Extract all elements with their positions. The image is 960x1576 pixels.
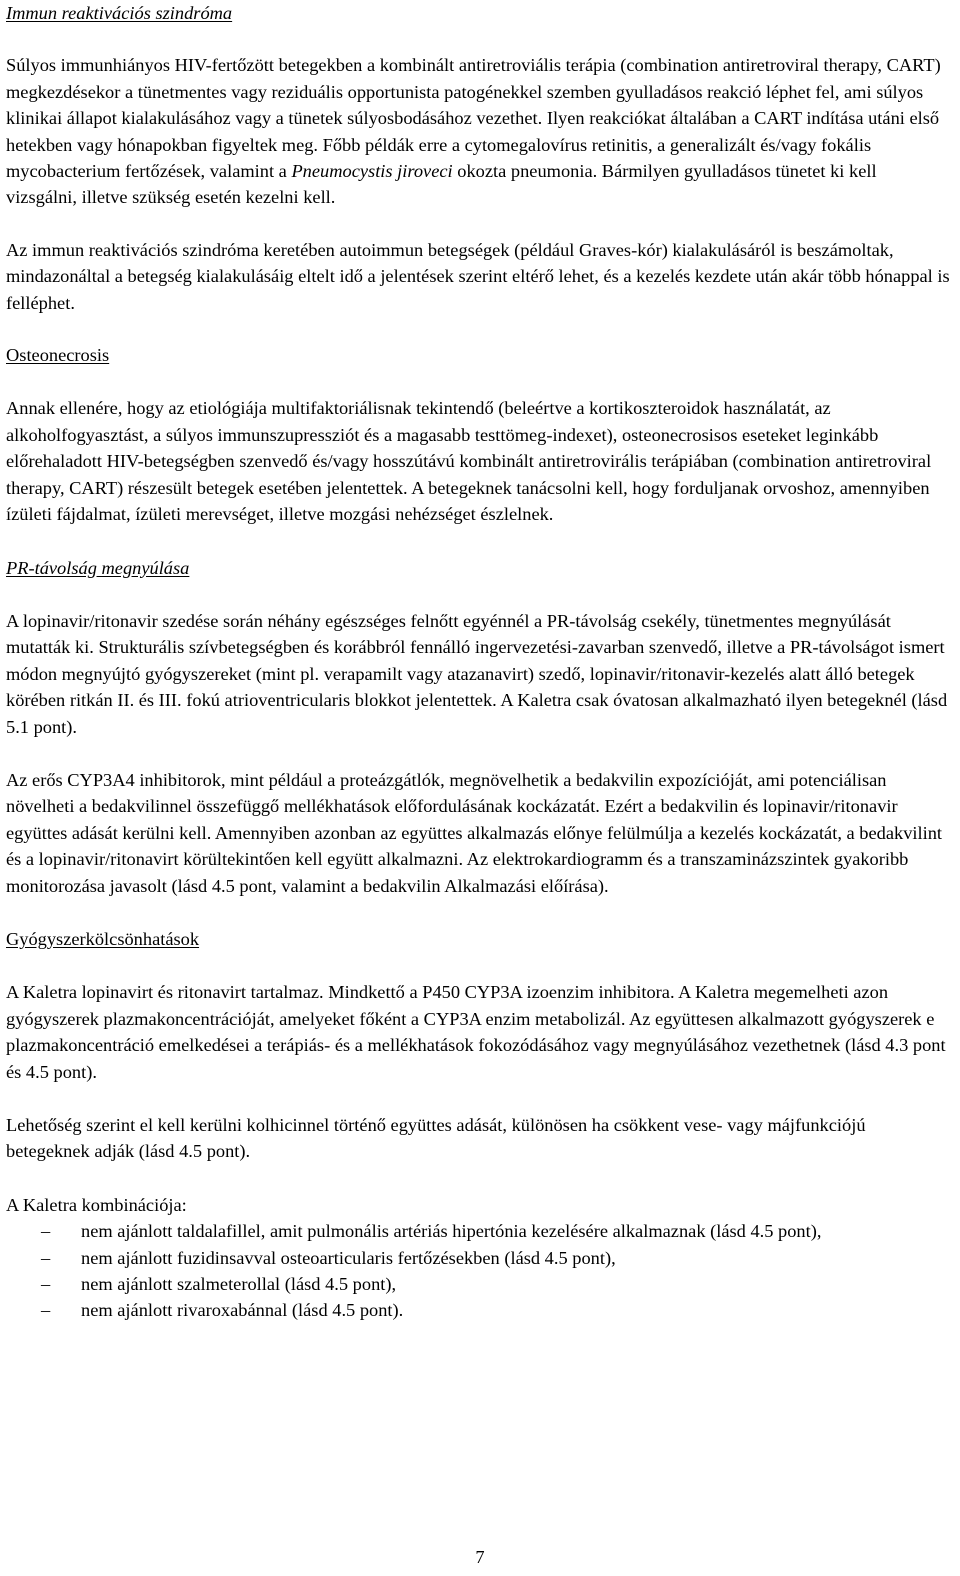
paragraph-immune-2: Az immun reaktivációs szindróma keretében autoimmun betegségek (például Graves-kór) kialakulásáról is beszámoltak, mindazonáltal a betegség kialakulásáig eltelt idő a jelentések szerint eltérő lehet, és a kezelés kezdete után akár több hónappal is felléphet.	[6, 239, 950, 313]
list-intro: A Kaletra kombinációja:	[6, 1194, 187, 1215]
list-item-text: nem ajánlott fuzidinsavval osteoarticularis fertőzésekben (lásd 4.5 pont),	[81, 1247, 616, 1268]
combination-list	[6, 1218, 952, 1324]
paragraph-osteo-1: Annak ellenére, hogy az etiológiája multifaktoriálisnak tekintendő (beleértve a kortikoszteroidok használatát, az alkoholfogyasztást, a súlyos immunszupressziót és a magasabb testtömeg-indexet), osteonecrosisos eseteket leginkább előrehaladott HIV-betegségben szenvedő és/vagy hosszútávú kombinált antiretrovirális terápiában (combination antiretroviral therapy, CART) részesült betegek esetében jelentettek. A betegeknek tanácsolni kell, hogy forduljanak orvoshoz, amennyiben ízületi fájdalmat, ízületi merevséget, illetve mozgási nehézséget észlelnek.	[6, 398, 932, 525]
list-item	[6, 1245, 952, 1271]
paragraph-pr-2: Az erős CYP3A4 inhibitorok, mint például a proteázgátlók, megnövelhetik a bedakvilin expozícióját, ami potenciálisan növelheti a bedakvilinnel összefüggő mellékhatások előfordulásának kockázatát. Ezért a bedakvilin és lopinavir/ritonavir együttes adását kerülni kell. Amennyiben azonban az együttes alkalmazás előnye felülmúlja a kezelés kockázatát, a bedakvilint és a lopinavir/ritonavirt körültekintően kell együtt alkalmazni. Az elektrokardiogramm és a transzaminázszintek gyakoribb monitorozása javasolt (lásd 4.5 pont, valamint a bedakvilin Alkalmazási előírása).	[6, 769, 943, 896]
list-item-text: nem ajánlott szalmeterollal (lásd 4.5 pont),	[81, 1274, 397, 1295]
spacer	[6, 316, 952, 342]
spacer	[6, 211, 952, 237]
paragraph-interactions-2: Lehetőség szerint el kell kerülni kolhicinnel történő együttes adását, különösen ha csökkent vese- vagy májfunkciójú betegeknek adják (lásd 4.5 pont).	[6, 1115, 866, 1162]
list-item	[6, 1271, 952, 1297]
section-heading-drug-interactions: Gyógyszerkölcsönhatások	[6, 928, 200, 949]
paragraph-immune-1	[6, 52, 952, 210]
spacer	[6, 899, 952, 926]
spacer	[6, 368, 952, 395]
section-heading-pr-interval: PR-távolság megnyúlása	[6, 557, 190, 578]
spacer	[6, 1085, 952, 1112]
paragraph-interactions-1: A Kaletra lopinavirt és ritonavirt tartalmaz. Mindkettő a P450 CYP3A izoenzim inhibitora. A Kaletra megemelheti azon gyógyszerek plazmakoncentrációját, amelyeket főként a CYP3A enzim metabolizál. Az együttesen alkalmazott gyógyszerek e plazmakoncentráció emelkedései a terápiás- és a mellékhatások fokozódásához vagy megnyúlásához vezethetnek (lásd 4.3 pont és 4.5 pont).	[6, 982, 946, 1082]
dash-bullet: –	[41, 1274, 51, 1295]
list-item-text: nem ajánlott taldalafillel, amit pulmonális artériás hipertónia kezelésére alkalmaznak (lásd 4.5 pont),	[81, 1221, 822, 1242]
paragraph-pr-1: A lopinavir/ritonavir szedése során néhány egészséges felnőtt egyénnél a PR-távolság csekély, tünetmentes megnyúlását mutatták ki. Strukturális szívbetegségben és korábbról fennálló ingervezetési-zavarban szenvedő, illetve a PR-távolságot ismert módon megnyújtó gyógyszereket (mint pl. verapamilt vagy atazanavirt) szedő, lopinavir/ritonavir-kezelés alatt álló betegek körében ritkán II. és III. fokú atrioventricularis blokkot jelentettek. A Kaletra csak óvatosan alkalmazható ilyen betegeknél (lásd 5.1 pont).	[6, 610, 948, 737]
spacer	[6, 528, 952, 555]
spacer	[6, 952, 952, 979]
section-heading-immune-reactivation: Immun reaktivációs szindróma	[6, 3, 233, 23]
document-page	[6, 0, 952, 1324]
paragraph-text: Súlyos immunhiányos HIV-fertőzött betegekben a kombinált antiretroviális terápia (combination antiretroviral therapy, CART) megkezdésekor a tünetmentes vagy reziduális opportunista patogénekkel szemben gyulladásos reakció léphet fel, ami súlyos klinikai állapot kialakulásához vagy a tünetek súlyosbodásához vezethet. Ilyen reakciókat általában a CART indítása utáni első hetekben vagy hónapokban figyeltek meg. Főbb példák erre a cytomegalovírus retinitis, a generalizált és/vagy fokális mycobacterium fertőzések, valamint a	[6, 55, 941, 182]
dash-bullet: –	[41, 1300, 51, 1321]
section-heading-osteonecrosis: Osteonecrosis	[6, 345, 110, 366]
spacer	[6, 581, 952, 608]
spacer	[6, 1165, 952, 1192]
page-number: 7	[475, 1547, 485, 1567]
dash-bullet: –	[41, 1221, 51, 1242]
list-item-text: nem ajánlott rivaroxabánnal (lásd 4.5 pont).	[81, 1300, 404, 1321]
paragraph-text: okozta pneumonia. Bármilyen gyulladásos tünetet ki kell vizsgálni, illetve szükség esetén kezelni kell.	[6, 161, 877, 208]
spacer	[6, 26, 952, 52]
italic-organism-name: Pneumocystis jiroveci	[291, 161, 453, 182]
spacer	[6, 740, 952, 767]
list-item	[6, 1297, 952, 1323]
dash-bullet: –	[41, 1247, 51, 1268]
list-item	[6, 1218, 952, 1244]
